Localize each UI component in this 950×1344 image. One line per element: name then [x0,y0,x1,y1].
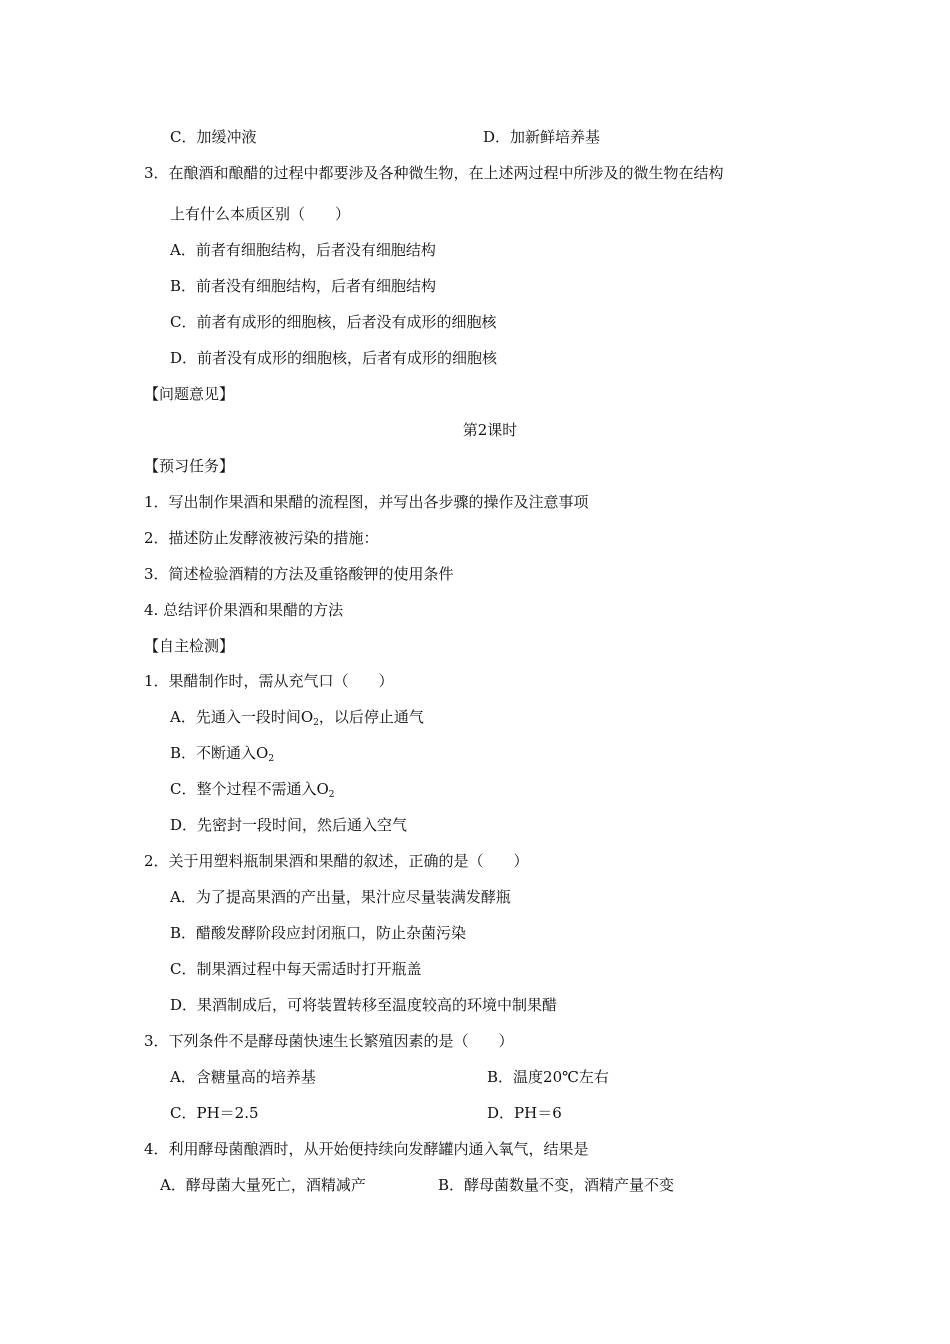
selftest-q2-option-d: D．果酒制成后，可将装置转移至温度较高的环境中制果醋 [170,996,558,1014]
selftest-q3-option-d: D．PH＝6 [487,1104,562,1122]
selftest-q2-stem: 2．关于用塑料瓶制果酒和果醋的叙述，正确的是（ ） [144,852,529,870]
selftest-q1-option-b: B．不断通入$O_2$ [170,744,275,764]
selftest-q1-stem: 1．果醋制作时，需从充气口（ ） [144,672,394,690]
selftest-q3-option-c: C．PH＝2.5 [170,1104,259,1122]
preview-task-3: 3．简述检验酒精的方法及重铬酸钾的使用条件 [144,565,454,583]
selftest-q4-option-b: B．酵母菌数量不变，酒精产量不变 [438,1176,675,1194]
question-3-option-d: D．前者没有成形的细胞核，后者有成形的细胞核 [170,349,498,367]
selftest-q1-option-c: C．整个过程不需通入$O_2$ [170,780,335,800]
selftest-q2-option-a: A．为了提高果酒的产出量，果汁应尽量装满发酵瓶 [170,888,511,906]
preview-task-1: 1．写出制作果酒和果醋的流程图，并写出各步骤的操作及注意事项 [144,493,589,511]
section-header-self-test: 【自主检测】 [144,637,235,655]
selftest-q2-option-c: C．制果酒过程中每天需适时打开瓶盖 [170,960,422,978]
selftest-q1-option-a: A．先通入一段时间$O_2$，以后停止通气 [170,708,424,728]
selftest-q2-option-b: B．醋酸发酵阶段应封闭瓶口，防止杂菌污染 [170,924,467,942]
section-header-preview: 【预习任务】 [144,457,235,475]
selftest-q3-stem: 3．下列条件不是酵母菌快速生长繁殖因素的是（ ） [144,1032,514,1050]
option-c-buffer: C．加缓冲液 [170,128,257,146]
question-3-stem-line1: 3．在酿酒和酿醋的过程中都要涉及各种微生物，在上述两过程中所涉及的微生物在结构 [144,164,724,182]
selftest-q3-option-b: B．温度20℃左右 [487,1068,609,1086]
selftest-q4-stem: 4．利用酵母菌酿酒时，从开始便持续向发酵罐内通入氧气，结果是 [144,1140,589,1158]
preview-task-2: 2．描述防止发酵液被污染的措施： [144,529,379,547]
preview-task-4: 4. 总结评价果酒和果醋的方法 [144,601,344,619]
question-3-option-c: C．前者有成形的细胞核，后者没有成形的细胞核 [170,313,497,331]
question-3-option-b: B．前者没有细胞结构，后者有细胞结构 [170,277,437,295]
question-3-stem-line2: 上有什么本质区别（ ） [170,205,351,223]
question-3-option-a: A．前者有细胞结构，后者没有细胞结构 [170,241,436,259]
selftest-q3-option-a: A．含糖量高的培养基 [170,1068,316,1086]
section-header-feedback: 【问题意见】 [144,385,235,403]
option-d-fresh-medium: D．加新鲜培养基 [483,128,601,146]
selftest-q4-option-a: A．酵母菌大量死亡，酒精减产 [160,1176,366,1194]
selftest-q1-option-d: D．先密封一段时间，然后通入空气 [170,816,408,834]
lesson-title: 第2课时 [462,421,518,439]
